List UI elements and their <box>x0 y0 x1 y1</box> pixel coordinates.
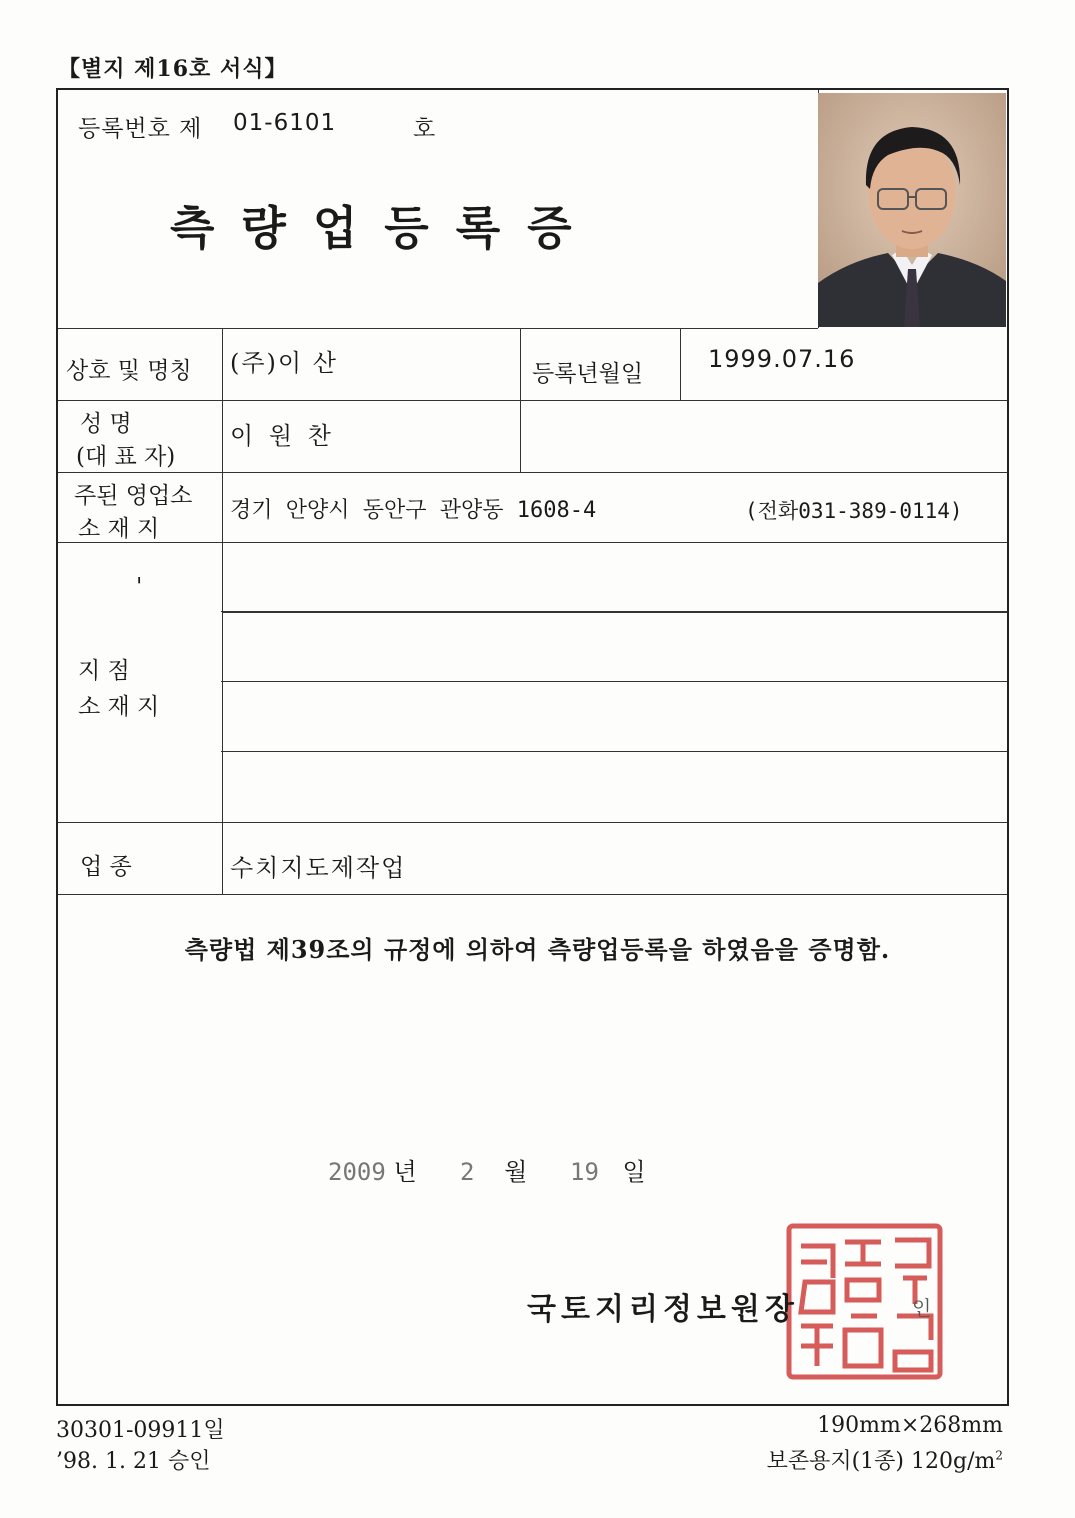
paper-type-text: 보존용지(1종) 120g/m <box>766 1449 996 1474</box>
branch-label-line2: 소 재 지 <box>78 694 160 720</box>
office-phone: (전화031-389-0114) <box>745 499 963 523</box>
divider <box>58 400 1007 401</box>
divider <box>222 612 1007 613</box>
footer-paper-type <box>767 1444 1003 1475</box>
form-number-tag: 【별지 제16호 서식】 <box>58 56 288 82</box>
branch-row-divider <box>221 751 1007 752</box>
divider <box>680 328 681 400</box>
divider <box>58 472 1007 473</box>
branch-label-line1: 지 점 <box>78 658 130 684</box>
date-day-unit: 일 <box>622 1158 646 1186</box>
divider <box>58 822 1007 823</box>
office-label-line1: 주된 영업소 <box>74 483 193 509</box>
name-label-line1: 성 명 <box>80 411 132 437</box>
footer-form-code: 30301-09911일 <box>56 1418 225 1443</box>
regno-label: 등록번호 제 <box>78 116 203 142</box>
footer-approval: ’98. 1. 21 승인 <box>56 1449 211 1474</box>
issuer-name: 국토지리정보원장 <box>527 1292 799 1327</box>
branch-row-divider <box>221 611 1007 612</box>
branch-row-divider <box>221 681 1007 682</box>
registration-number <box>78 110 437 143</box>
regno-suffix: 호 <box>413 116 437 142</box>
branch-mark: ' <box>136 574 143 600</box>
divider <box>58 894 1007 895</box>
issue-date-year <box>328 1152 417 1187</box>
certification-statement: 측량법 제39조의 규정에 의하여 측량업등록을 하였음을 증명함. <box>184 935 891 964</box>
issue-date-day <box>570 1152 646 1187</box>
seal-mark: 인 <box>912 1296 932 1320</box>
business-value: 수치지도제작업 <box>230 854 407 882</box>
paper-type-superscript: 2 <box>995 1448 1003 1463</box>
office-label-line2: 소 재 지 <box>78 516 160 542</box>
name-label-line2: (대 표 자) <box>76 444 176 470</box>
date-month-unit: 월 <box>504 1158 528 1186</box>
divider <box>58 542 1007 543</box>
date-year: 2009 <box>328 1158 386 1186</box>
regdate-value: 1999.07.16 <box>708 345 856 373</box>
divider <box>58 328 818 329</box>
portrait-photo <box>818 93 1006 327</box>
regdate-label: 등록년월일 <box>532 361 644 387</box>
page-title: 측량업등록증 <box>170 201 599 255</box>
issue-date-month <box>460 1152 527 1187</box>
footer-paper-size: 190mm×268mm <box>817 1413 1003 1438</box>
date-year-unit: 년 <box>393 1158 417 1186</box>
representative-name: 이 원 찬 <box>230 422 335 450</box>
regno-value: 01-6101 <box>233 110 337 136</box>
date-month: 2 <box>460 1158 475 1186</box>
business-label: 업 종 <box>80 854 132 880</box>
divider <box>520 328 521 472</box>
company-label: 상호 및 명칭 <box>66 358 192 384</box>
office-address: 경기 안양시 동안구 관양동 1608-4 <box>230 498 597 523</box>
company-value: (주)이 산 <box>230 349 338 377</box>
date-day: 19 <box>570 1158 599 1186</box>
